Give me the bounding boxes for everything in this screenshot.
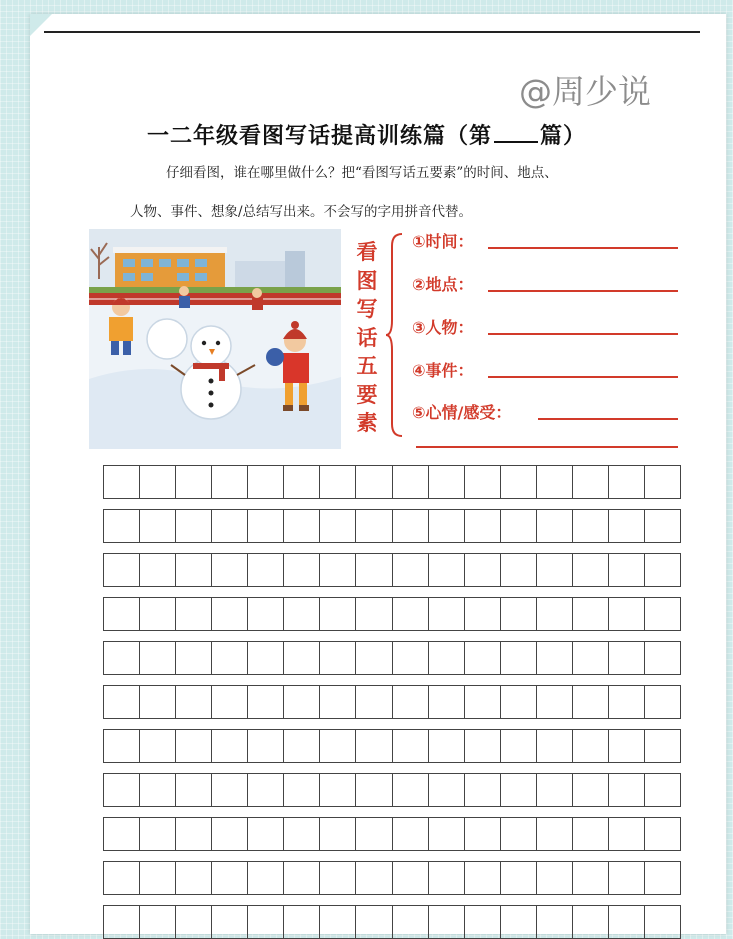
grid-cell[interactable] [501,554,537,586]
grid-cell[interactable] [429,906,465,938]
grid-cell[interactable] [248,862,284,894]
grid-cell[interactable] [284,554,320,586]
grid-cell[interactable] [573,730,609,762]
grid-cell[interactable] [284,906,320,938]
grid-cell[interactable] [501,686,537,718]
grid-cell[interactable] [573,774,609,806]
grid-cell[interactable] [176,906,212,938]
grid-cell[interactable] [212,906,248,938]
grid-cell[interactable] [320,510,356,542]
grid-cell[interactable] [645,906,680,938]
grid-cell[interactable] [140,774,176,806]
grid-cell[interactable] [573,642,609,674]
grid-cell[interactable] [429,510,465,542]
grid-cell[interactable] [573,554,609,586]
grid-cell[interactable] [465,818,501,850]
grid-cell[interactable] [609,686,645,718]
element-time [412,229,680,255]
grid-cell[interactable] [176,598,212,630]
grid-cell[interactable] [609,642,645,674]
grid-cell[interactable] [393,862,429,894]
element-people [412,315,680,341]
grid-cell[interactable] [320,730,356,762]
grid-row [103,685,681,719]
grid-cell[interactable] [284,774,320,806]
grid-cell[interactable] [176,510,212,542]
element-label: ⑤心情/感受： [412,403,512,422]
grid-row [103,861,681,895]
grid-cell[interactable] [248,554,284,586]
grid-cell[interactable] [248,906,284,938]
heading-char: 看 [356,240,378,264]
grid-cell[interactable] [176,554,212,586]
grid-cell[interactable] [501,510,537,542]
grid-cell[interactable] [393,686,429,718]
grid-cell[interactable] [501,862,537,894]
grid-cell[interactable] [284,730,320,762]
heading-char: 素 [356,411,378,435]
grid-cell[interactable] [645,642,680,674]
grid-cell[interactable] [248,466,284,498]
answer-line-extra[interactable] [416,446,678,448]
heading-char: 图 [356,268,378,293]
grid-cell[interactable] [429,554,465,586]
grid-cell[interactable] [212,510,248,542]
grid-cell[interactable] [284,818,320,850]
grid-cell[interactable] [284,642,320,674]
grid-cell[interactable] [104,510,140,542]
answer-line-time[interactable] [488,247,678,249]
grid-cell[interactable] [320,466,356,498]
grid-row [103,905,681,939]
element-label: ②地点： [412,275,474,294]
grid-cell[interactable] [429,686,465,718]
grid-cell[interactable] [465,554,501,586]
grid-cell[interactable] [284,598,320,630]
grid-cell[interactable] [465,774,501,806]
grid-cell[interactable] [393,906,429,938]
title-prefix: 一二年级看图写话提高训练篇（第 [146,124,492,149]
grid-cell[interactable] [501,906,537,938]
grid-row [103,817,681,851]
top-rule [44,31,700,33]
grid-cell[interactable] [320,598,356,630]
grid-cell[interactable] [429,862,465,894]
grid-cell[interactable] [104,818,140,850]
heading-char: 话 [356,325,378,350]
grid-cell[interactable] [645,510,680,542]
snowman-scene-illustration [89,229,341,449]
grid-cell[interactable] [429,774,465,806]
grid-cell[interactable] [104,774,140,806]
grid-cell[interactable] [609,906,645,938]
grid-cell[interactable] [537,510,573,542]
grid-cell[interactable] [537,730,573,762]
grid-cell[interactable] [140,862,176,894]
grid-cell[interactable] [248,774,284,806]
grid-cell[interactable] [609,466,645,498]
watermark: @周少说 [519,72,651,111]
grid-cell[interactable] [609,774,645,806]
grid-cell[interactable] [501,466,537,498]
grid-cell[interactable] [645,554,680,586]
grid-cell[interactable] [356,686,392,718]
grid-cell[interactable] [320,906,356,938]
element-place [412,272,680,298]
grid-cell[interactable] [393,774,429,806]
grid-row [103,509,681,543]
grid-cell[interactable] [356,862,392,894]
page-title [0,119,733,150]
element-event [412,358,680,384]
grid-cell[interactable] [645,598,680,630]
grid-cell[interactable] [212,642,248,674]
grid-cell[interactable] [104,862,140,894]
grid-cell[interactable] [537,686,573,718]
grid-cell[interactable] [356,466,392,498]
grid-cell[interactable] [248,510,284,542]
grid-cell[interactable] [465,466,501,498]
grid-cell[interactable] [212,774,248,806]
heading-char: 五 [356,354,378,378]
grid-cell[interactable] [573,598,609,630]
grid-cell[interactable] [609,818,645,850]
grid-cell[interactable] [465,906,501,938]
grid-cell[interactable] [284,510,320,542]
grid-cell[interactable] [645,818,680,850]
grid-cell[interactable] [393,466,429,498]
grid-cell[interactable] [176,642,212,674]
grid-cell[interactable] [356,730,392,762]
grid-cell[interactable] [320,554,356,586]
grid-cell[interactable] [212,598,248,630]
answer-line-people[interactable] [488,333,678,335]
grid-cell[interactable] [465,642,501,674]
grid-cell[interactable] [104,598,140,630]
grid-cell[interactable] [140,642,176,674]
grid-cell[interactable] [501,642,537,674]
grid-cell[interactable] [501,818,537,850]
grid-cell[interactable] [212,818,248,850]
heading-char: 写 [356,297,378,321]
element-label: ①时间： [412,232,474,251]
grid-cell[interactable] [284,862,320,894]
grid-cell[interactable] [140,906,176,938]
grid-cell[interactable] [356,642,392,674]
grid-cell[interactable] [537,818,573,850]
grid-cell[interactable] [176,774,212,806]
grid-cell[interactable] [248,686,284,718]
grid-cell[interactable] [501,598,537,630]
grid-row [103,465,681,499]
grid-row [103,773,681,807]
grid-cell[interactable] [393,642,429,674]
instruction-line-2: 人物、事件、想象/总结写出来。不会写的字用拼音代替。 [130,204,473,220]
grid-cell[interactable] [609,510,645,542]
heading-char: 要 [356,382,378,407]
grid-cell[interactable] [284,686,320,718]
grid-cell[interactable] [393,554,429,586]
grid-cell[interactable] [140,686,176,718]
grid-cell[interactable] [320,686,356,718]
grid-row [103,553,681,587]
five-elements-heading [354,238,380,438]
grid-cell[interactable] [212,730,248,762]
grid-cell[interactable] [573,818,609,850]
grid-cell[interactable] [212,862,248,894]
answer-line-feeling[interactable] [538,418,678,420]
grid-cell[interactable] [609,554,645,586]
grid-cell[interactable] [465,686,501,718]
grid-cell[interactable] [248,818,284,850]
grid-cell[interactable] [537,554,573,586]
grid-cell[interactable] [176,818,212,850]
grid-cell[interactable] [537,642,573,674]
grid-cell[interactable] [212,686,248,718]
grid-cell[interactable] [573,466,609,498]
grid-cell[interactable] [356,906,392,938]
grid-cell[interactable] [393,510,429,542]
grid-cell[interactable] [356,818,392,850]
grid-cell[interactable] [176,686,212,718]
grid-cell[interactable] [248,642,284,674]
grid-cell[interactable] [465,730,501,762]
grid-cell[interactable] [176,466,212,498]
grid-cell[interactable] [465,598,501,630]
grid-cell[interactable] [320,818,356,850]
grid-cell[interactable] [645,862,680,894]
element-label: ③人物： [412,318,474,337]
grid-cell[interactable] [140,598,176,630]
grid-cell[interactable] [140,818,176,850]
grid-cell[interactable] [104,642,140,674]
grid-cell[interactable] [104,554,140,586]
answer-line-event[interactable] [488,376,678,378]
grid-cell[interactable] [176,730,212,762]
grid-cell[interactable] [465,862,501,894]
grid-row [103,729,681,763]
grid-cell[interactable] [645,686,680,718]
title-suffix: 篇） [540,124,587,149]
grid-cell[interactable] [393,818,429,850]
grid-cell[interactable] [645,466,680,498]
grid-cell[interactable] [393,730,429,762]
grid-cell[interactable] [501,730,537,762]
grid-cell[interactable] [140,466,176,498]
grid-cell[interactable] [140,730,176,762]
answer-line-place[interactable] [488,290,678,292]
grid-cell[interactable] [429,730,465,762]
grid-cell[interactable] [356,774,392,806]
grid-cell[interactable] [356,554,392,586]
grid-cell[interactable] [537,466,573,498]
grid-cell[interactable] [465,510,501,542]
grid-cell[interactable] [573,686,609,718]
grid-cell[interactable] [320,642,356,674]
grid-cell[interactable] [212,554,248,586]
grid-cell[interactable] [609,730,645,762]
grid-cell[interactable] [429,598,465,630]
grid-cell[interactable] [140,554,176,586]
grid-cell[interactable] [609,598,645,630]
grid-cell[interactable] [429,466,465,498]
grid-cell[interactable] [393,598,429,630]
grid-cell[interactable] [501,774,537,806]
grid-cell[interactable] [537,862,573,894]
grid-cell[interactable] [429,642,465,674]
grid-cell[interactable] [573,510,609,542]
grid-cell[interactable] [212,466,248,498]
curly-brace [384,232,406,438]
grid-cell[interactable] [356,510,392,542]
grid-cell[interactable] [573,906,609,938]
grid-cell[interactable] [248,598,284,630]
grid-cell[interactable] [176,862,212,894]
instruction-line-1: 仔细看图，谁在哪里做什么？把“看图写话五要素”的时间、地点、 [166,165,558,181]
grid-cell[interactable] [320,862,356,894]
grid-cell[interactable] [356,598,392,630]
element-feeling [412,400,680,426]
grid-row [103,597,681,631]
grid-cell[interactable] [284,466,320,498]
grid-cell[interactable] [537,598,573,630]
grid-cell[interactable] [537,906,573,938]
grid-cell[interactable] [320,774,356,806]
grid-cell[interactable] [104,466,140,498]
grid-cell[interactable] [645,730,680,762]
grid-cell[interactable] [537,774,573,806]
grid-cell[interactable] [104,906,140,938]
grid-row [103,641,681,675]
grid-cell[interactable] [609,862,645,894]
grid-cell[interactable] [429,818,465,850]
grid-cell[interactable] [104,730,140,762]
element-label: ④事件： [412,361,474,380]
grid-cell[interactable] [104,686,140,718]
grid-cell[interactable] [140,510,176,542]
grid-cell[interactable] [645,774,680,806]
grid-cell[interactable] [248,730,284,762]
title-number-blank[interactable] [494,125,538,143]
grid-cell[interactable] [573,862,609,894]
